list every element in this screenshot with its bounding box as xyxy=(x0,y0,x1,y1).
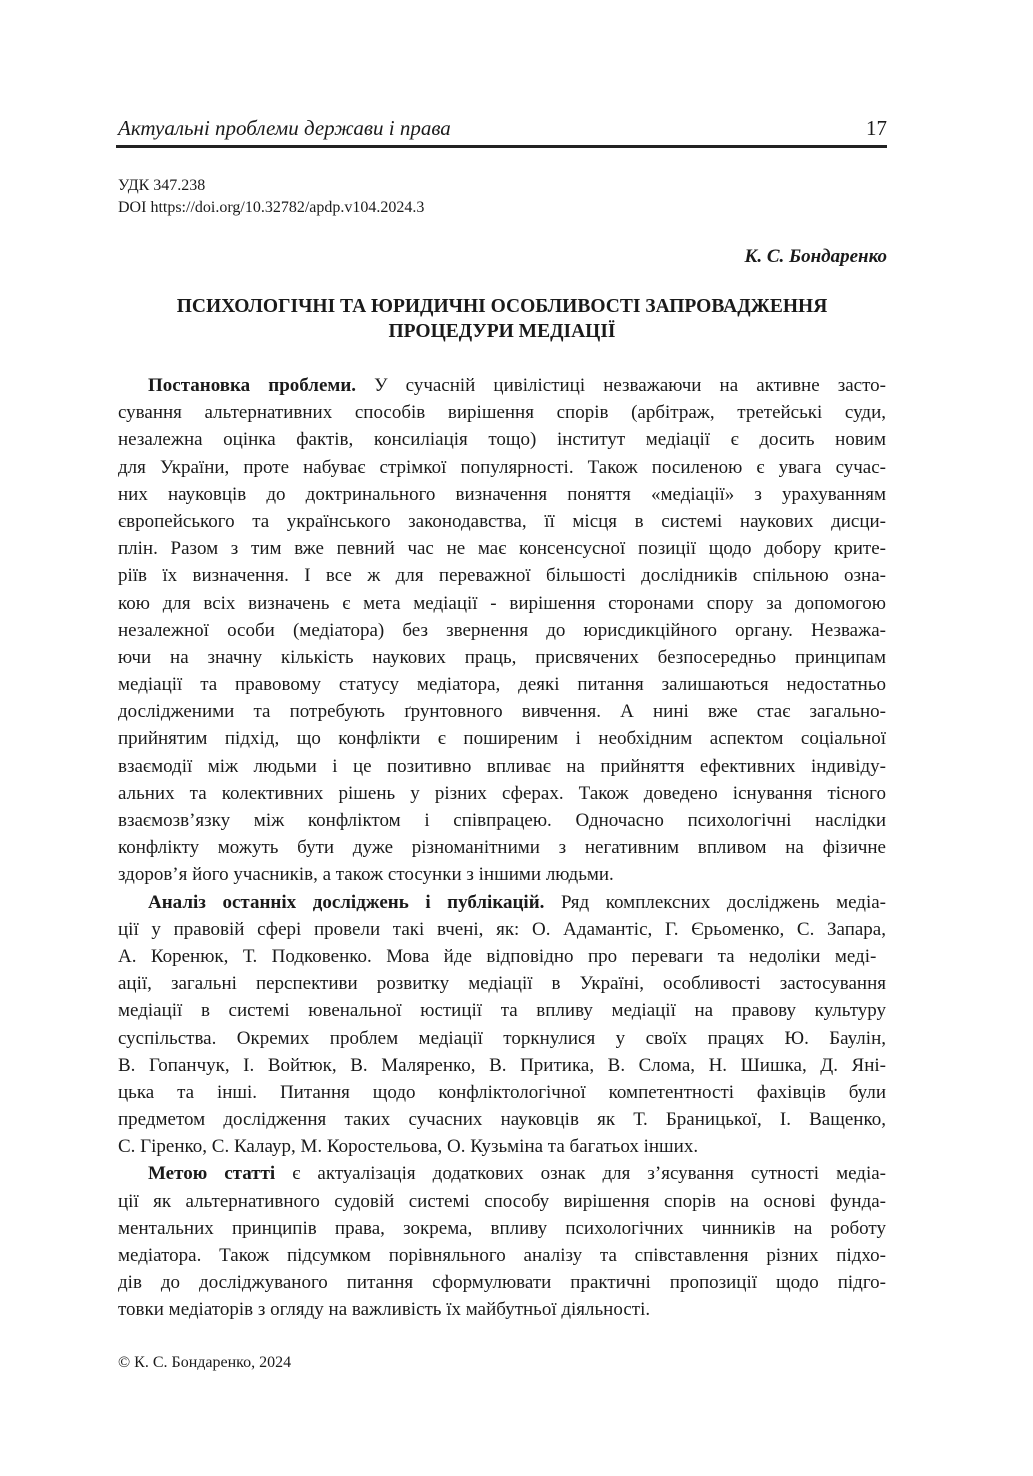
text-line xyxy=(118,590,886,617)
paragraph xyxy=(118,889,886,1161)
text-line xyxy=(118,943,886,970)
line-text: У сучасній цивілістиці незважаючи на активне засто- xyxy=(356,375,886,396)
page-number: 17 xyxy=(866,116,887,140)
journal-title: Актуальні проблеми держави і права xyxy=(118,116,451,140)
text-line xyxy=(118,671,886,698)
text-line xyxy=(118,454,886,481)
line-text: них науковців до доктринального визначення поняття «медіації» з урахуванням xyxy=(118,483,886,505)
text-line xyxy=(118,1188,886,1215)
text-line xyxy=(118,725,886,752)
line-text: ріїв їх визначення. І все ж для переважної більшості дослідників спільною озна- xyxy=(118,565,886,587)
line-text: європейського та українського законодавства, її місця в системі наукових дисци- xyxy=(118,510,886,532)
line-text: медіації в системі ювенальної юстиції та впливу медіації на правову культуру xyxy=(118,1000,886,1022)
line-text: прийнятим підхід, що конфлікти є поширеним і необхідним аспектом соціальної xyxy=(118,728,886,750)
text-line xyxy=(118,1269,886,1296)
text-line xyxy=(118,916,886,943)
text-line xyxy=(118,1296,886,1323)
title-line: ПСИХОЛОГІЧНІ ТА ЮРИДИЧНІ ОСОБЛИВОСТІ ЗАПРОВАДЖЕННЯ xyxy=(176,296,828,317)
text-line xyxy=(118,1160,886,1187)
line-text: здоров’я його учасників, а також стосунки з іншими людьми. xyxy=(118,864,614,886)
text-line xyxy=(118,1106,886,1133)
paragraph-lead: Постановка проблеми. xyxy=(148,375,357,396)
line-text: дів до досліджуваного питання сформулювати практичні пропозиції щодо підго- xyxy=(118,1272,886,1294)
line-text: ментальних принципів права, зокрема, впливу психологічних чинників на роботу xyxy=(118,1217,886,1239)
article-title xyxy=(118,294,886,344)
line-text: альних та колективних рішень у різних сферах. Також доведено існування тісного xyxy=(118,782,886,804)
text-line xyxy=(118,1215,886,1242)
text-line xyxy=(118,644,886,671)
line-text: ації, загальні перспективи розвитку медіації в Україні, особливості застосування xyxy=(118,973,886,995)
text-line xyxy=(118,426,886,453)
line-text: є актуалізація додаткових ознак для з’ясування сутності медіа- xyxy=(275,1163,886,1185)
text-line xyxy=(118,1052,886,1079)
line-text: С. Гіренко, С. Калаур, М. Коростельова, О. Кузьміна та багатьох інших. xyxy=(118,1136,699,1158)
article-body xyxy=(118,372,886,1324)
title-line: ПРОЦЕДУРИ МЕДІАЦІЇ xyxy=(388,321,616,342)
line-text: А. Коренюк, Т. Подковенко. Мова йде відповідно про переваги та недоліки меді- xyxy=(118,945,877,967)
paragraph xyxy=(118,372,886,889)
article-meta xyxy=(118,175,424,219)
doi-link[interactable]: DOI https://doi.org/10.32782/apdp.v104.2024.3 xyxy=(118,199,425,216)
author-name: К. С. Бондаренко xyxy=(744,246,887,267)
line-text: плін. Разом з тим вже певний час не має консенсусної позиції щодо добору крите- xyxy=(118,538,886,560)
header-rule xyxy=(116,145,887,148)
line-text: медіатора. Також підсумком порівняльного аналізу та співставлення різних підхо- xyxy=(118,1245,886,1266)
line-text: взаємозв’язку між конфліктом і співпрацею. Одночасно психологічні наслідки xyxy=(118,810,886,831)
line-text: ючи на значну кількість наукових праць, присвячених безпосередньо принципам xyxy=(118,646,886,668)
line-text: цька та інші. Питання щодо конфліктологічної компетентності фахівців були xyxy=(118,1081,886,1103)
text-line xyxy=(118,997,886,1024)
line-text: суспільства. Окремих проблем медіації торкнулися у своїх працях Ю. Баулін, xyxy=(118,1027,886,1049)
text-line xyxy=(118,1242,886,1269)
line-text: ції у правовій сфері провели такі вчені, як: О. Адамантіс, Г. Єрьоменко, С. Запара, xyxy=(118,918,886,940)
text-line xyxy=(118,399,886,426)
line-text: медіації та правовому статусу медіатора, деякі питання залишаються недостатньо xyxy=(118,674,886,696)
text-line xyxy=(118,834,886,861)
line-text: взаємодії між людьми і це позитивно впливає на прийняття ефективних індивіду- xyxy=(118,755,886,777)
text-line xyxy=(118,861,886,888)
line-text: предметом дослідження таких сучасних науковців як Т. Браницької, І. Ващенко, xyxy=(118,1109,886,1131)
text-line xyxy=(118,1079,886,1106)
paragraph-lead: Метою статті xyxy=(148,1163,276,1185)
copyright: © К. С. Бондаренко, 2024 xyxy=(118,1354,292,1371)
text-line xyxy=(118,562,886,589)
text-line xyxy=(118,481,886,508)
text-line xyxy=(118,535,886,562)
text-line xyxy=(118,780,886,807)
text-line xyxy=(118,889,886,916)
udk-code: УДК 347.238 xyxy=(118,177,206,194)
line-text: кою для всіх визначень є мета медіації - вирішення сторонами спору за допомогою xyxy=(118,592,886,614)
text-line xyxy=(118,372,886,399)
text-line xyxy=(118,698,886,725)
text-line xyxy=(118,1025,886,1052)
line-text: В. Гопанчук, І. Войтюк, В. Маляренко, В. Притика, В. Слома, Н. Шишка, Д. Яні- xyxy=(118,1054,886,1076)
line-text: дослідженими та потребують ґрунтовного вивчення. А нині вже стає загально- xyxy=(118,701,886,723)
line-text: незалежна оцінка фактів, консиліація тощо) інститут медіації є досить новим xyxy=(118,429,886,451)
line-text: товки медіаторів з огляду на важливість їх майбутньої діяльності. xyxy=(118,1299,651,1321)
text-line xyxy=(118,508,886,535)
line-text: Ряд комплексних досліджень медіа- xyxy=(544,891,886,913)
text-line xyxy=(118,753,886,780)
text-line xyxy=(118,970,886,997)
text-line xyxy=(118,617,886,644)
line-text: ції як альтернативного судовій системі способу вирішення спорів на основі фунда- xyxy=(118,1190,886,1212)
paragraph xyxy=(118,1160,886,1323)
line-text: незалежної особи (медіатора) без звернення до юрисдикційного органу. Незважа- xyxy=(118,619,886,641)
text-line xyxy=(118,1133,886,1160)
text-line xyxy=(118,807,886,834)
line-text: для України, проте набуває стрімкої популярності. Також посиленою є увага сучас- xyxy=(118,456,886,478)
paragraph-lead: Аналіз останніх досліджень і публікацій. xyxy=(148,891,545,913)
line-text: конфлікту можуть бути дуже різноманітними з негативним впливом на фізичне xyxy=(118,837,886,859)
line-text: сування альтернативних способів вирішення спорів (арбітраж, третейські суди, xyxy=(118,402,886,424)
